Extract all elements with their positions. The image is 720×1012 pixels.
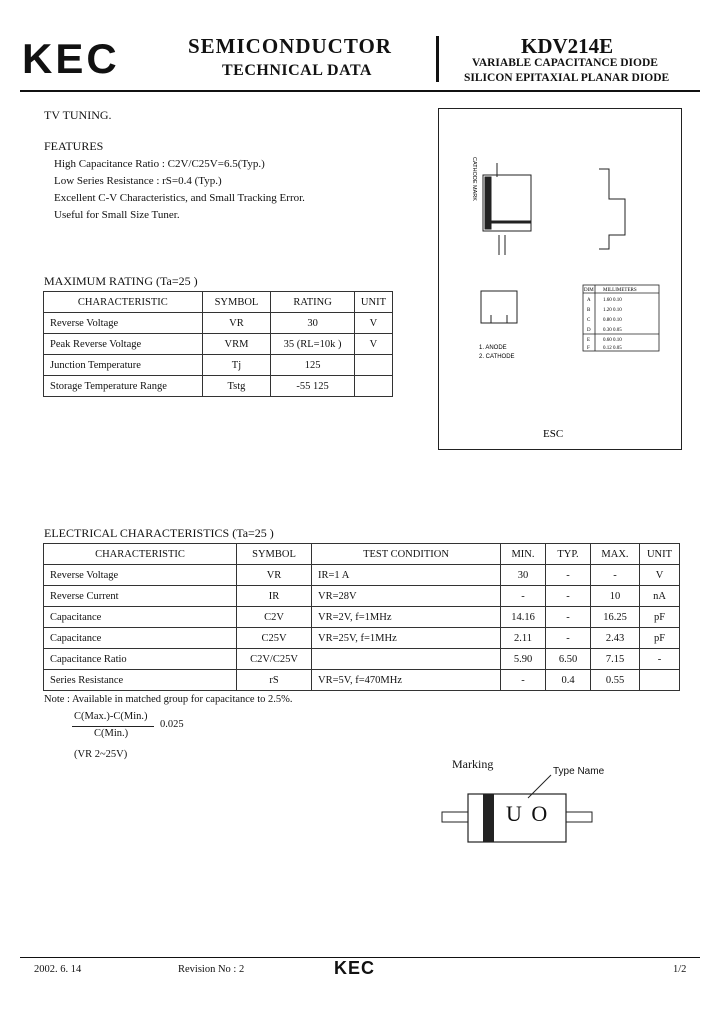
column-header: CHARACTERISTIC bbox=[44, 292, 203, 313]
footer-date: 2002. 6. 14 bbox=[34, 964, 82, 975]
kec-logo: KEC bbox=[22, 35, 120, 82]
type-name-label: Type Name bbox=[553, 766, 605, 777]
cell-unit bbox=[354, 355, 392, 376]
cell-unit bbox=[640, 670, 680, 691]
cell-condition: IR=1 A bbox=[312, 565, 501, 586]
cell-symbol: C2V/C25V bbox=[237, 649, 312, 670]
cell-symbol: VR bbox=[237, 565, 312, 586]
table-header-row bbox=[44, 544, 680, 565]
cell-characteristic: Reverse Current bbox=[44, 586, 237, 607]
cell-characteristic: Capacitance bbox=[44, 607, 237, 628]
table-row bbox=[44, 670, 680, 691]
cell-typ: - bbox=[546, 565, 591, 586]
feature-item: Useful for Small Size Tuner. bbox=[54, 209, 180, 221]
feature-item: Excellent C-V Characteristics, and Small Tracking Error. bbox=[54, 192, 305, 204]
cell-characteristic: Capacitance Ratio bbox=[44, 649, 237, 670]
header-subtitle: TECHNICAL DATA bbox=[222, 62, 372, 79]
cell-characteristic: Junction Temperature bbox=[44, 355, 203, 376]
cell-condition: VR=5V, f=470MHz bbox=[312, 670, 501, 691]
cell-typ: 0.4 bbox=[546, 670, 591, 691]
table-row bbox=[44, 313, 393, 334]
cell-characteristic: Reverse Voltage bbox=[44, 313, 203, 334]
cell-symbol: VRM bbox=[202, 334, 271, 355]
dim-header: DIM bbox=[584, 288, 594, 293]
application-text: TV TUNING. bbox=[44, 108, 112, 122]
cell-condition: VR=25V, f=1MHz bbox=[312, 628, 501, 649]
feature-item: High Capacitance Ratio : C2V/C25V=6.5(Typ.) bbox=[54, 158, 265, 170]
cell-min: 2.11 bbox=[501, 628, 546, 649]
footer-logo: KEC bbox=[334, 958, 376, 978]
electrical-table bbox=[43, 543, 680, 691]
electrical-heading: ELECTRICAL CHARACTERISTICS (Ta=25 ) bbox=[44, 526, 274, 540]
cell-symbol: Tj bbox=[202, 355, 271, 376]
cell-characteristic: Peak Reverse Voltage bbox=[44, 334, 203, 355]
note-numerator: C(Max.)-C(Min.) bbox=[74, 711, 148, 722]
cell-rating: -55 125 bbox=[271, 376, 355, 397]
cell-typ: - bbox=[546, 586, 591, 607]
dim-value: 1.20 0.10 bbox=[603, 308, 622, 313]
column-header: SYMBOL bbox=[237, 544, 312, 565]
dim-letter: E bbox=[587, 338, 591, 343]
cell-unit: V bbox=[354, 313, 392, 334]
dim-letter: C bbox=[587, 318, 591, 323]
cell-min: - bbox=[501, 670, 546, 691]
table-row bbox=[44, 628, 680, 649]
package-name: ESC bbox=[543, 428, 564, 440]
cell-typ: - bbox=[546, 628, 591, 649]
cathode-mark-label: CATHODE MARK bbox=[471, 157, 477, 201]
cell-min: 30 bbox=[501, 565, 546, 586]
footer-revision: Revision No : 2 bbox=[178, 964, 245, 975]
features-heading: FEATURES bbox=[44, 139, 104, 153]
cell-max: 10 bbox=[591, 586, 640, 607]
column-header: MAX. bbox=[591, 544, 640, 565]
table-row bbox=[44, 586, 680, 607]
cell-typ: 6.50 bbox=[546, 649, 591, 670]
cell-characteristic: Capacitance bbox=[44, 628, 237, 649]
column-header: UNIT bbox=[354, 292, 392, 313]
cell-unit: V bbox=[354, 334, 392, 355]
dim-value: 0.12 0.05 bbox=[603, 346, 622, 351]
cell-rating: 35 (RL=10k ) bbox=[271, 334, 355, 355]
note-denominator: C(Min.) bbox=[94, 728, 129, 739]
cell-unit: pF bbox=[640, 628, 680, 649]
dim-letter: F bbox=[587, 346, 590, 351]
cell-condition: VR=28V bbox=[312, 586, 501, 607]
cell-symbol: rS bbox=[237, 670, 312, 691]
cell-max: 0.55 bbox=[591, 670, 640, 691]
cell-min: - bbox=[501, 586, 546, 607]
note-value: 0.025 bbox=[160, 719, 184, 730]
cell-unit bbox=[354, 376, 392, 397]
cell-characteristic: Reverse Voltage bbox=[44, 565, 237, 586]
package-outline-box bbox=[438, 108, 682, 450]
column-header: CHARACTERISTIC bbox=[44, 544, 237, 565]
column-header: MIN. bbox=[501, 544, 546, 565]
table-row bbox=[44, 565, 680, 586]
dim-value: 1.60 0.10 bbox=[603, 298, 622, 303]
cell-unit: V bbox=[640, 565, 680, 586]
cell-symbol: IR bbox=[237, 586, 312, 607]
dim-letter: B bbox=[587, 308, 591, 313]
cell-max: 7.15 bbox=[591, 649, 640, 670]
cell-symbol: C2V bbox=[237, 607, 312, 628]
max-rating-table bbox=[43, 291, 393, 397]
cell-min: 5.90 bbox=[501, 649, 546, 670]
dim-value: 0.80 0.10 bbox=[603, 318, 622, 323]
footer-page: 1/2 bbox=[673, 964, 687, 975]
cell-symbol: VR bbox=[202, 313, 271, 334]
table-row bbox=[44, 649, 680, 670]
cell-condition bbox=[312, 649, 501, 670]
cell-max: 16.25 bbox=[591, 607, 640, 628]
cell-rating: 125 bbox=[271, 355, 355, 376]
column-header: TEST CONDITION bbox=[312, 544, 501, 565]
pin-label: 2. CATHODE bbox=[479, 354, 515, 360]
column-header: TYP. bbox=[546, 544, 591, 565]
cell-min: 14.16 bbox=[501, 607, 546, 628]
cell-condition: VR=2V, f=1MHz bbox=[312, 607, 501, 628]
dim-letter: A bbox=[587, 298, 591, 303]
header-separator bbox=[436, 36, 439, 82]
table-header-row bbox=[44, 292, 393, 313]
part-description-1: VARIABLE CAPACITANCE DIODE bbox=[472, 57, 658, 69]
cell-max: - bbox=[591, 565, 640, 586]
dim-value: 0.60 0.10 bbox=[603, 338, 622, 343]
header-title: SEMICONDUCTOR bbox=[188, 34, 392, 58]
cell-max: 2.43 bbox=[591, 628, 640, 649]
marking-label: Marking bbox=[452, 757, 494, 771]
marking-code: U O bbox=[506, 801, 550, 826]
column-header: RATING bbox=[271, 292, 355, 313]
column-header: UNIT bbox=[640, 544, 680, 565]
part-description-2: SILICON EPITAXIAL PLANAR DIODE bbox=[464, 72, 670, 84]
note-text: Note : Available in matched group for capacitance to 2.5%. bbox=[44, 694, 293, 705]
note-range: (VR 2~25V) bbox=[74, 749, 128, 760]
cell-characteristic: Series Resistance bbox=[44, 670, 237, 691]
table-row bbox=[44, 334, 393, 355]
package-drawing bbox=[439, 109, 681, 449]
table-row bbox=[44, 376, 393, 397]
header-rule bbox=[20, 90, 700, 92]
table-row bbox=[44, 607, 680, 628]
cell-unit: - bbox=[640, 649, 680, 670]
cell-rating: 30 bbox=[271, 313, 355, 334]
cell-unit: pF bbox=[640, 607, 680, 628]
feature-item: Low Series Resistance : rS=0.4 (Typ.) bbox=[54, 175, 222, 187]
max-rating-heading: MAXIMUM RATING (Ta=25 ) bbox=[44, 274, 198, 288]
cell-unit: nA bbox=[640, 586, 680, 607]
part-number: KDV214E bbox=[521, 34, 614, 58]
dim-header: MILLIMETERS bbox=[603, 288, 637, 293]
pin-label: 1. ANODE bbox=[479, 345, 507, 351]
dim-value: 0.30 0.05 bbox=[603, 328, 622, 333]
column-header: SYMBOL bbox=[202, 292, 271, 313]
cell-symbol: C25V bbox=[237, 628, 312, 649]
cell-characteristic: Storage Temperature Range bbox=[44, 376, 203, 397]
dim-letter: D bbox=[587, 328, 591, 333]
cell-symbol: Tstg bbox=[202, 376, 271, 397]
cell-typ: - bbox=[546, 607, 591, 628]
fraction-bar bbox=[72, 726, 154, 727]
table-row bbox=[44, 355, 393, 376]
